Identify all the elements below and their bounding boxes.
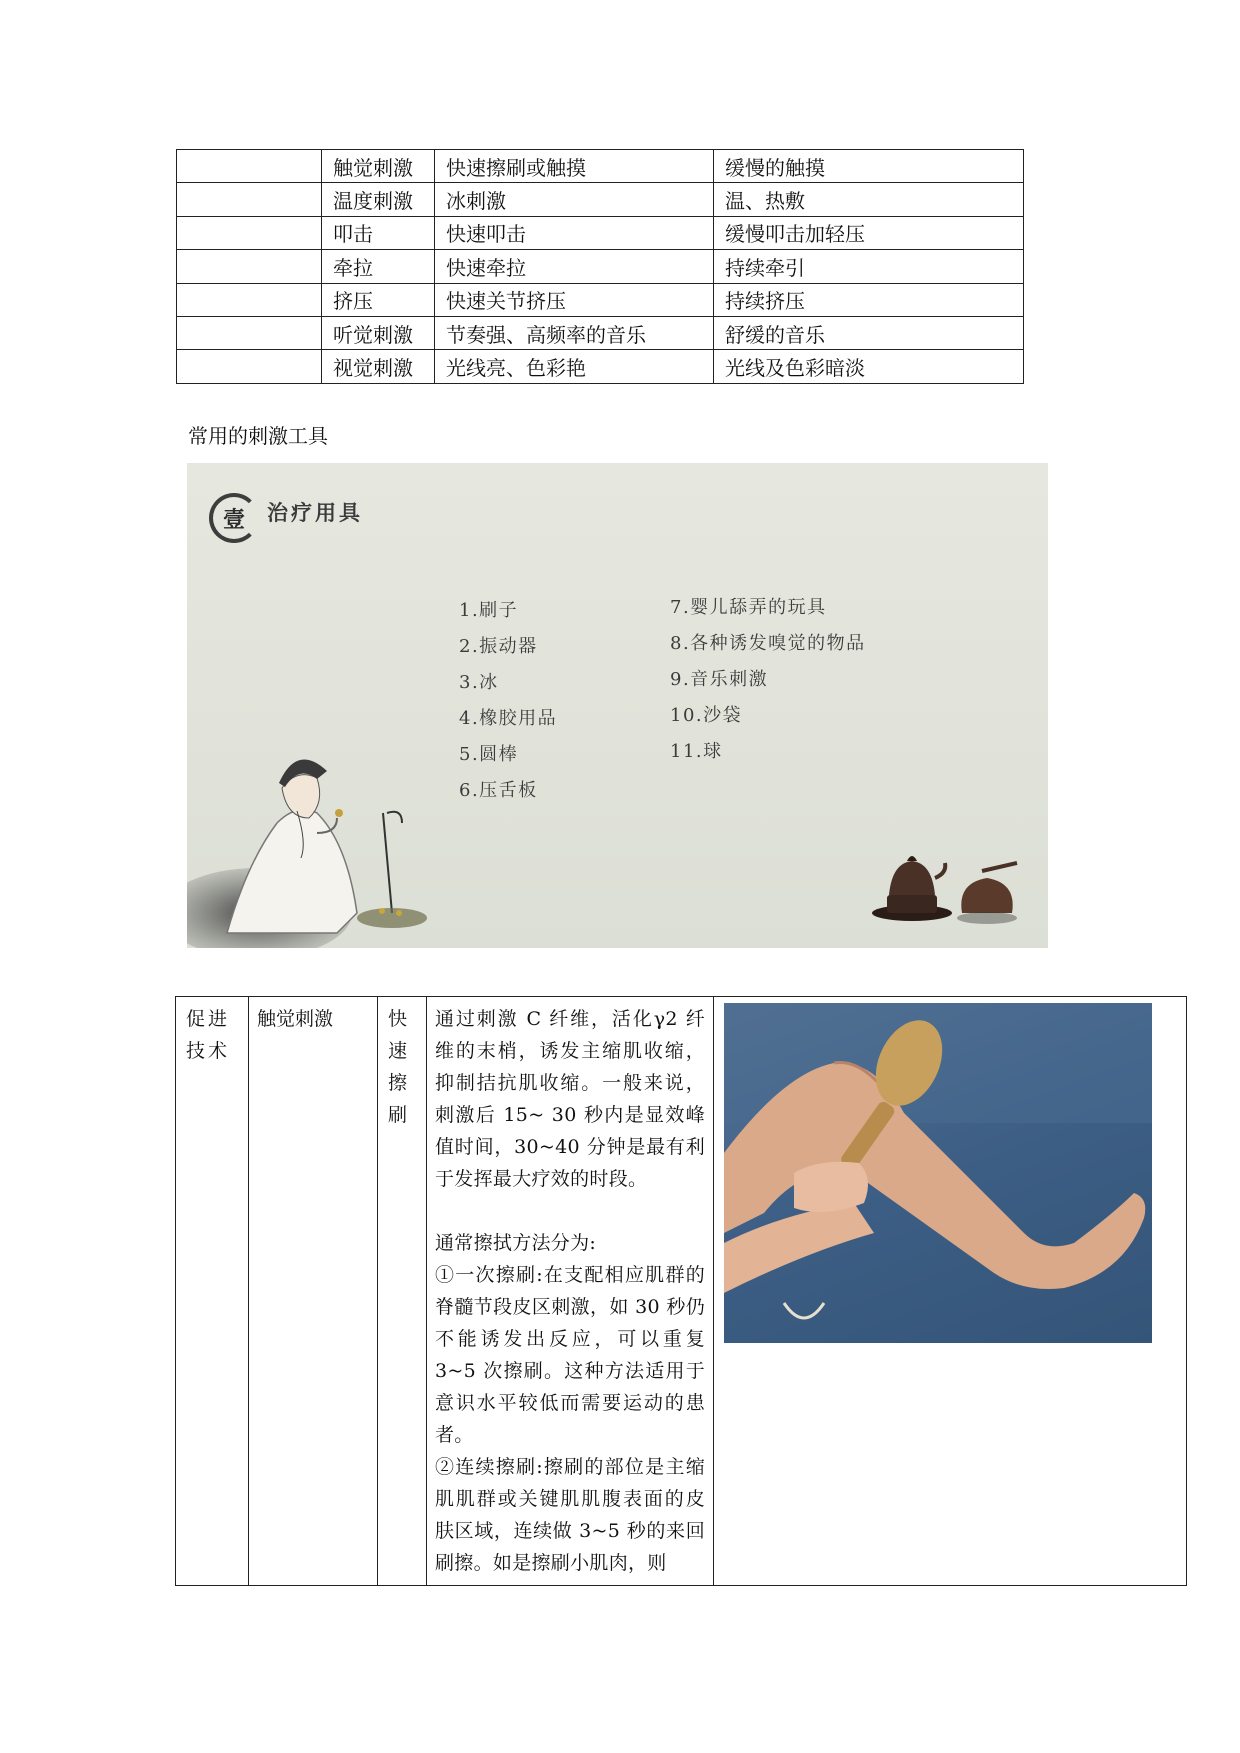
facilitation-technique-table: [175, 996, 1187, 1586]
tool-item: 6.压舌板: [459, 780, 538, 801]
table-cell-c3: 光线及色彩暗淡: [714, 350, 1024, 383]
table-cell-c1: 听觉刺激: [322, 316, 435, 349]
table-cell-c2: 快速关节挤压: [435, 283, 714, 316]
table-cell-c3: 持续挤压: [714, 283, 1024, 316]
stimulation-comparison-table: [176, 149, 1024, 384]
table-row: [177, 283, 1024, 316]
table-cell-c1: 视觉刺激: [322, 350, 435, 383]
table-row: [177, 183, 1024, 216]
description-paragraph: ②连续擦刷:擦刷的部位是主缩肌肌群或关键肌肌腹表面的皮肤区域，连续做 3~5 秒的来回刷擦。如是擦刷小肌肉，则: [435, 1456, 705, 1574]
table-cell-c1: 触觉刺激: [322, 150, 435, 183]
table-cell-c2: 快速叩击: [435, 216, 714, 249]
tool-item: 7.婴儿舔弄的玩具: [670, 597, 827, 618]
table-cell-c3: 温、热敷: [714, 183, 1024, 216]
table-cell-c3: 缓慢叩击加轻压: [714, 216, 1024, 249]
badge-icon: 壹: [209, 493, 259, 543]
slide-heading: 治疗用具: [267, 500, 363, 525]
technique-category-cell: 促进技术: [176, 997, 249, 1586]
table-cell-c2: 光线亮、色彩艳: [435, 350, 714, 383]
photo-cell: [714, 997, 1187, 1586]
treatment-tools-slide: [187, 463, 1048, 948]
description-paragraph: ①一次擦刷:在支配相应肌群的脊髓节段皮区刺激，如 30 秒仍不能诱发出反应，可以重复 3~5 次擦刷。这种方法适用于意识水平较低而需要运动的患者。: [435, 1264, 705, 1446]
tool-item: 1.刷子: [459, 600, 519, 621]
table-row: [177, 350, 1024, 383]
description-paragraph: 通过刺激 C 纤维，活化γ2 纤维的末梢，诱发主缩肌收缩，抑制拮抗肌收缩。一般来说， 刺激后 15~ 30 秒内是显效峰值时间，30~40 分钟是最有利于发挥最大疗效的时段。: [435, 1008, 705, 1190]
table-cell-c0: [177, 250, 322, 283]
tool-item: 2.振动器: [459, 636, 538, 657]
tool-item: 3.冰: [459, 672, 499, 693]
table-row: [177, 150, 1024, 183]
stimulus-type-cell: 触觉刺激: [249, 997, 378, 1586]
table-cell-c1: 叩击: [322, 216, 435, 249]
table-row: [177, 250, 1024, 283]
table-cell-c0: [177, 183, 322, 216]
table-cell-c3: 缓慢的触摸: [714, 150, 1024, 183]
description-paragraph: 通常擦拭方法分为:: [435, 1232, 597, 1254]
table-cell-c2: 快速擦刷或触摸: [435, 150, 714, 183]
table-cell-c0: [177, 350, 322, 383]
teapot-icon: [867, 833, 1037, 933]
table-row: [177, 316, 1024, 349]
table-cell-c0: [177, 150, 322, 183]
table-cell-c2: 快速牵拉: [435, 250, 714, 283]
table-cell-c3: 持续牵引: [714, 250, 1024, 283]
description-cell: [427, 997, 714, 1586]
table-cell-c2: 节奏强、高频率的音乐: [435, 316, 714, 349]
tools-list-left: [459, 593, 557, 809]
tool-item: 5.圆棒: [459, 744, 519, 765]
table-cell-c1: 温度刺激: [322, 183, 435, 216]
table-cell-c0: [177, 216, 322, 249]
tool-item: 8.各种诱发嗅觉的物品: [670, 633, 866, 654]
leg-brush-illustration-icon: [724, 1003, 1152, 1343]
table-cell-c1: 牵拉: [322, 250, 435, 283]
tools-list-right: [670, 590, 866, 770]
table-cell-c0: [177, 316, 322, 349]
tool-item: 10.沙袋: [670, 705, 743, 726]
table-row: [177, 216, 1024, 249]
section-title: 常用的刺激工具: [188, 424, 328, 448]
method-cell: 快速擦刷: [378, 997, 427, 1586]
brushing-leg-photo: [724, 1003, 1152, 1343]
table-cell-c3: 舒缓的音乐: [714, 316, 1024, 349]
tool-item: 4.橡胶用品: [459, 708, 558, 729]
scholar-painting-icon: [187, 683, 447, 948]
tool-item: 9.音乐刺激: [670, 669, 769, 690]
table-cell-c0: [177, 283, 322, 316]
table-row: [176, 997, 1187, 1586]
table-cell-c2: 冰刺激: [435, 183, 714, 216]
table-cell-c1: 挤压: [322, 283, 435, 316]
tool-item: 11.球: [670, 741, 723, 762]
